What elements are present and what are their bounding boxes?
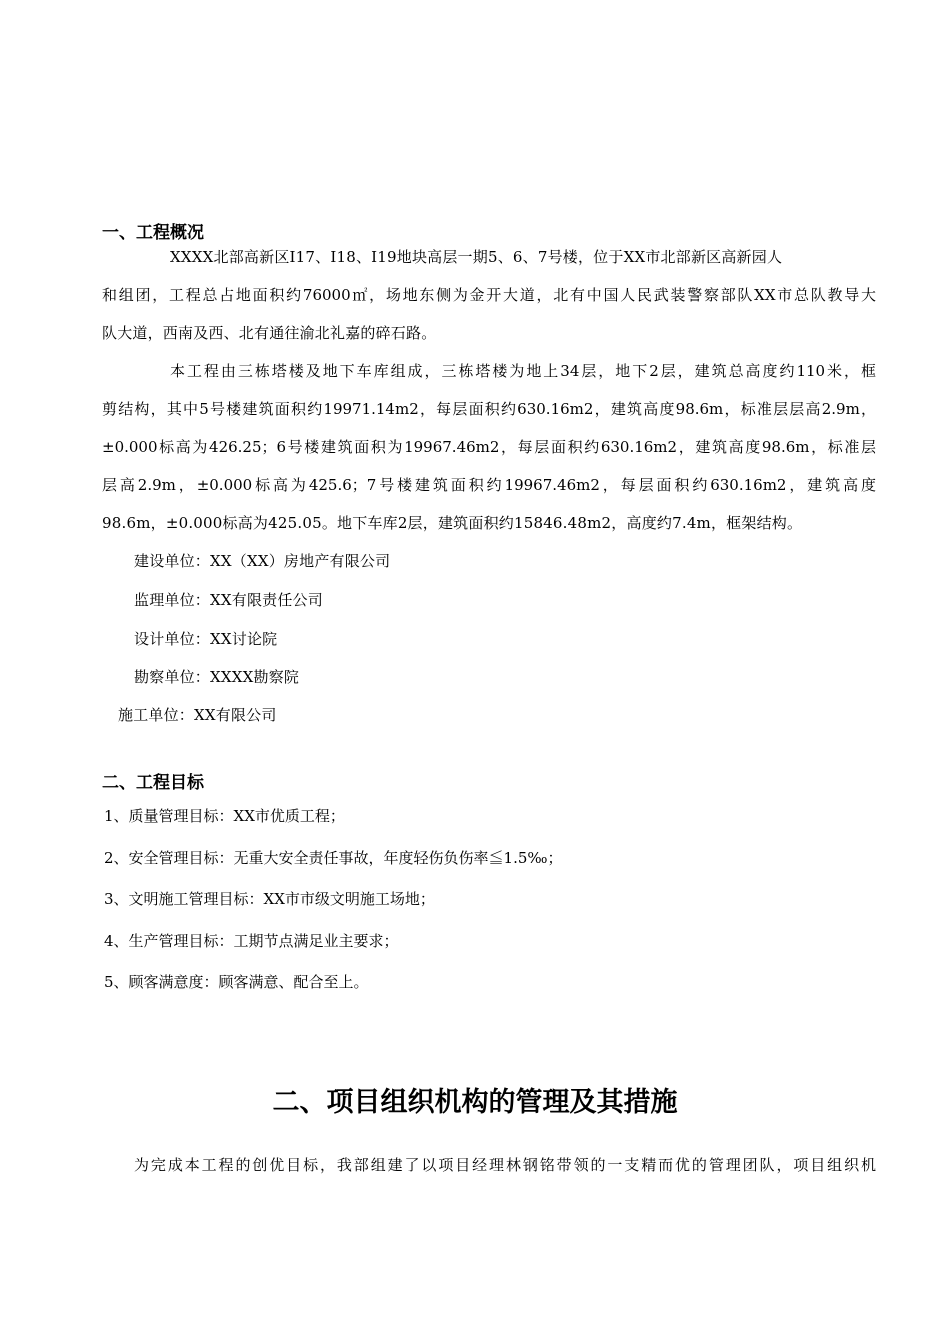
survey-unit: 勘察单位：XXXX勘察院 [134,668,300,686]
paragraph-line: 98.6m，±0.000标高为425.05。地下车库2层，建筑面积约15846.48m2，高度约7.4m，框架结构。 [102,514,803,532]
paragraph-line: 队大道，西南及西、北有通往渝北礼嘉的碎石路。 [102,324,437,342]
paragraph-line: XXXX北部高新区I17、I18、I19地块高层一期5、6、7号楼，位于XX市北部新区高新园人 [170,248,783,266]
goal-item: 1、质量管理目标：XX市优质工程； [104,807,345,825]
design-unit: 设计单位：XX讨论院 [134,630,278,648]
supervision-unit: 监理单位：XX有限责任公司 [134,591,323,609]
goal-item: 5、顾客满意度：顾客满意、配合至上。 [104,973,369,991]
section-heading-overview: 一、工程概况 [102,223,204,243]
goal-item: 4、生产管理目标：工期节点满足业主要求； [104,932,399,950]
section-heading-goals: 二、工程目标 [102,773,204,793]
construction-unit: 建设单位：XX（XX）房地产有限公司 [134,552,391,570]
paragraph-line: 本工程由三栋塔楼及地下车库组成，三栋塔楼为地上34层，地下2层，建筑总高度约110米，框 [170,362,876,380]
paragraph-line: 层高2.9m，±0.000标高为425.6；7号楼建筑面积约19967.46m2，每层面积约630.16m2，建筑高度 [102,476,876,494]
chapter-intro-line: 为完成本工程的创优目标，我部组建了以项目经理林钢铭带领的一支精而优的管理团队，项目组织机 [134,1156,876,1174]
chapter-title: 二、项目组织机构的管理及其措施 [272,1087,678,1118]
paragraph-line: ±0.000标高为426.25；6号楼建筑面积为19967.46m2，每层面积约630.16m2，建筑高度98.6m，标准层 [102,438,876,456]
paragraph-line: 和组团，工程总占地面积约76000㎡，场地东侧为金开大道，北有中国人民武装警察部队XX市总队教导大 [102,286,876,304]
paragraph-line: 剪结构，其中5号楼建筑面积约19971.14m2，每层面积约630.16m2，建筑高度98.6m，标准层层高2.9m， [102,400,876,418]
contractor-unit: 施工单位：XX有限公司 [118,706,277,724]
goal-item: 2、安全管理目标：无重大安全责任事故，年度轻伤负伤率≦1.5‰； [104,849,563,867]
goal-item: 3、文明施工管理目标：XX市市级文明施工场地； [104,890,435,908]
